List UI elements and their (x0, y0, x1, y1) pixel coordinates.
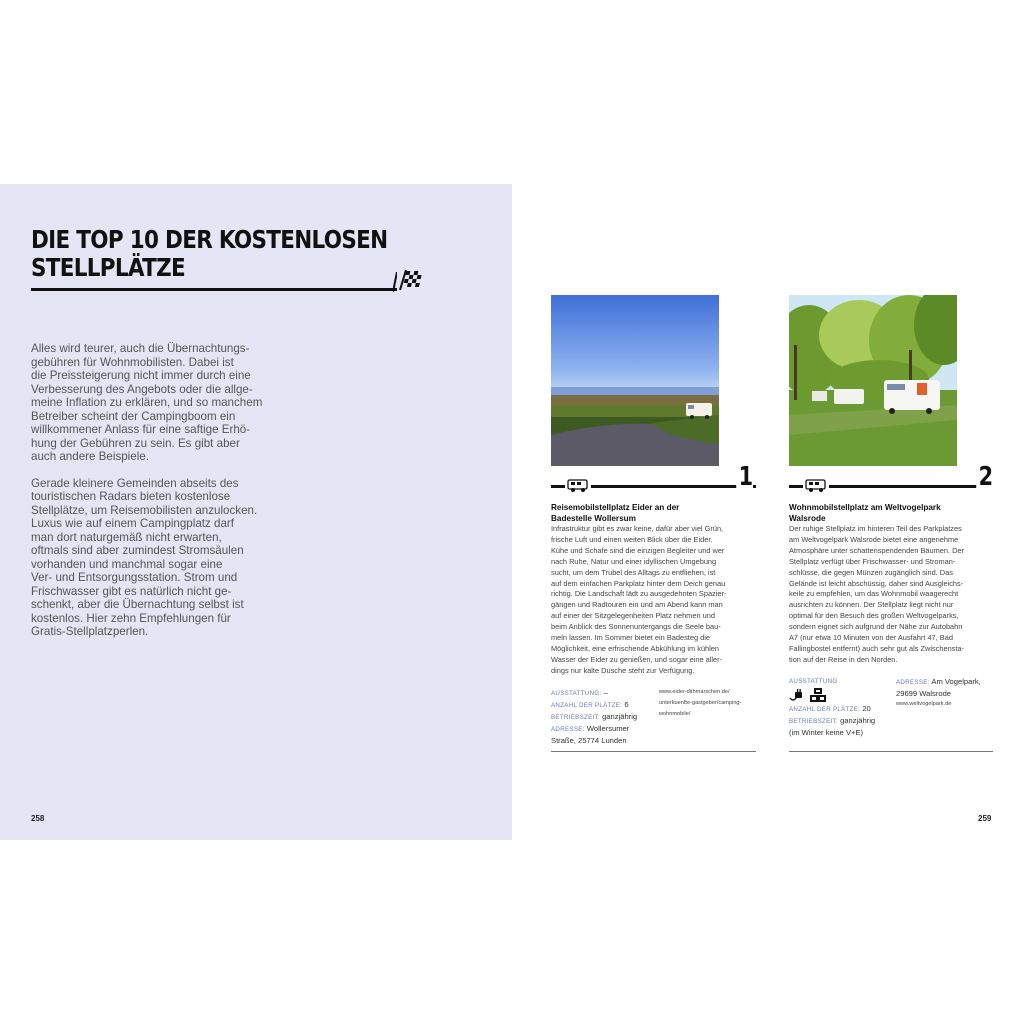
betriebszeit-note: (im Winter keine V+E) (789, 727, 864, 737)
adresse-value: Wollersumer (586, 723, 630, 733)
entry-1-photo (551, 295, 719, 466)
entry-1-number: 1 (736, 462, 753, 492)
entry-2-number: 2 (976, 462, 993, 492)
website-link-line-3[interactable]: wohnmobile/ (659, 710, 691, 717)
intro-paragraph-1: Alles wird teurer, auch die Übernachtungs- gebühren für Wohnmobilisten. Dabei ist die Preissteigerung nicht immer durch eine Verbesserung des Angebots oder die allge- meine Inflation zu erklären, und so manchem Betreiber scheint der Campingboom ein willkommener Anlass für eine saftige Erhö- hung der Gebühren zu sein. Es gibt aber auch andere Beispiele. (31, 342, 263, 463)
river-landscape-image (551, 295, 719, 466)
plaetze-label: ANZAHL DER PLÄTZE: (789, 705, 861, 713)
entry-2-bottom-rule (789, 751, 993, 752)
website-link[interactable]: www.eider-dithmarschen.de/ (659, 688, 730, 695)
entry-1-name-line-1: Reisemobilstellplatz Eider an der (551, 503, 680, 512)
entry-1-name-line-2: Badestelle Wollersum (551, 514, 636, 523)
motorhome-icon (803, 477, 829, 493)
entry-2-description: Der ruhige Stellplatz im hinteren Teil des Parkplatzes am Weltvogelpark Walsrode bietet eine angenehme Atmosphäre unter schattenspendenden Bäumen. Der Stellplatz verfügt über Frischwasser- und Stroman- schlüsse, die gegen Münzen zugänglich sind. Das Gelände ist leicht abschüssig, daher sind Ausgleichs- keile zu empfehlen, um das Wohnmobil waagerecht ausrichten zu können. Der Stellplatz liegt nicht nur optimal für den Besuch des großen Weltvogelparks, sondern eignet sich aufgrund der Nähe zur Autobahn A7 (nur etwa 10 Minuten von der Ausfahrt 47, Bad Fallingbostel entfernt) auch sehr gut als Zwischensta- tion auf der Reise in den Norden. (789, 524, 965, 664)
entry-1-info (551, 687, 756, 743)
ausstattung-value: – (603, 687, 608, 697)
entry-2-name (789, 502, 993, 524)
entry-1-bar (551, 462, 756, 492)
betriebszeit-label: BETRIEBSZEIT: (551, 713, 600, 721)
plaetze-value: 20 (862, 703, 871, 713)
checkered-flag-icon (398, 268, 428, 292)
entry-2-info (789, 676, 993, 742)
ausstattung-label: AUSSTATTUNG (789, 677, 838, 685)
adresse-value-line-2: Straße, 25774 Lunden (551, 735, 627, 745)
betriebszeit-value: ganzjährig (840, 715, 876, 725)
page-title (31, 226, 409, 282)
title-line-2: STELLPLÄTZE (31, 253, 186, 282)
entry-1 (551, 295, 756, 743)
website-link[interactable]: www.weltvogelpark.de (896, 700, 952, 707)
plaetze-label: ANZAHL DER PLÄTZE: (551, 701, 623, 709)
motorhome-icon (565, 477, 591, 493)
power-plug-icon (789, 689, 805, 703)
equipment-icons (789, 687, 894, 703)
entry-2-bar (789, 462, 993, 492)
plaetze-value: 6 (624, 699, 629, 709)
betriebszeit-label: BETRIEBSZEIT: (789, 717, 838, 725)
title-line-1: DIE TOP 10 DER KOSTENLOSEN (31, 225, 388, 254)
entry-2 (789, 295, 993, 742)
page-number-right: 259 (978, 814, 992, 823)
website-link-line-2[interactable]: unterkuenfte-gastgeber/camping- (659, 699, 742, 706)
park-campsite-image (789, 295, 957, 466)
ausstattung-label: AUSSTATTUNG: (551, 689, 602, 697)
adresse-value: Am Vogelpark, (931, 676, 981, 686)
adresse-label: ADRESSE: (896, 678, 930, 686)
water-supply-icon (809, 687, 827, 703)
underline-slash (393, 272, 397, 292)
intro-text (31, 342, 269, 652)
entry-2-name-line-2: Walsrode (789, 514, 826, 523)
adresse-label: ADRESSE: (551, 725, 585, 733)
betriebszeit-value: ganzjährig (602, 711, 638, 721)
page-number-left: 258 (31, 814, 45, 823)
entry-2-photo (789, 295, 957, 466)
entry-2-name-line-1: Wohnmobilstellplatz am Weltvogelpark (789, 503, 941, 512)
entry-1-bottom-rule (551, 751, 756, 752)
title-underline (31, 288, 397, 291)
entry-1-description: Infrastruktur gibt es zwar keine, dafür aber viel Grün, frische Luft und einen weiten Blick über die Eider. Kühe und Schafe sind die einzigen Begleiter und wer nach Ruhe, Natur und einer idyllischen Umgebung sucht, um dem Trubel des Alltags zu entfliehen, ist auf dem einfachen Parkplatz hinter dem Deich genau richtig. Die Landschaft lädt zu ausgedehnten Spazier- gängen und Radtouren ein und am Abend kann man auf einer der Sitzgelegenheiten Platz nehmen und beim Anblick des Sonnenuntergangs die Seele bau- meln lassen. Im Sommer bietet ein Badesteg die Möglichkeit, eine erfrischende Abkühlung im kühlen Wasser der Eider zu genießen, und sogar eine aller- dings nur kalte Dusche steht zur Verfügung. (551, 524, 727, 675)
left-page (0, 184, 512, 840)
intro-paragraph-2: Gerade kleinere Gemeinden abseits des touristischen Radars bieten kostenlose Stellplätze, um Reisemobilisten anzulocken. Luxus wie auf einem Campingplatz darf man dort naturgemäß nicht erwarten, oftmals sind aber zumindest Stromsäulen vorhanden und manchmal sogar eine Ver- und Entsorgungsstation. Strom und Frischwasser gibt es natürlich nicht ge- schenkt, aber die Übernachtung selbst ist kostenlos. Hier zehn Empfehlungen für Gratis-Stellplatzperlen. (31, 476, 258, 638)
entry-1-name (551, 502, 756, 524)
adresse-value-line-2: 29699 Walsrode (896, 688, 952, 698)
